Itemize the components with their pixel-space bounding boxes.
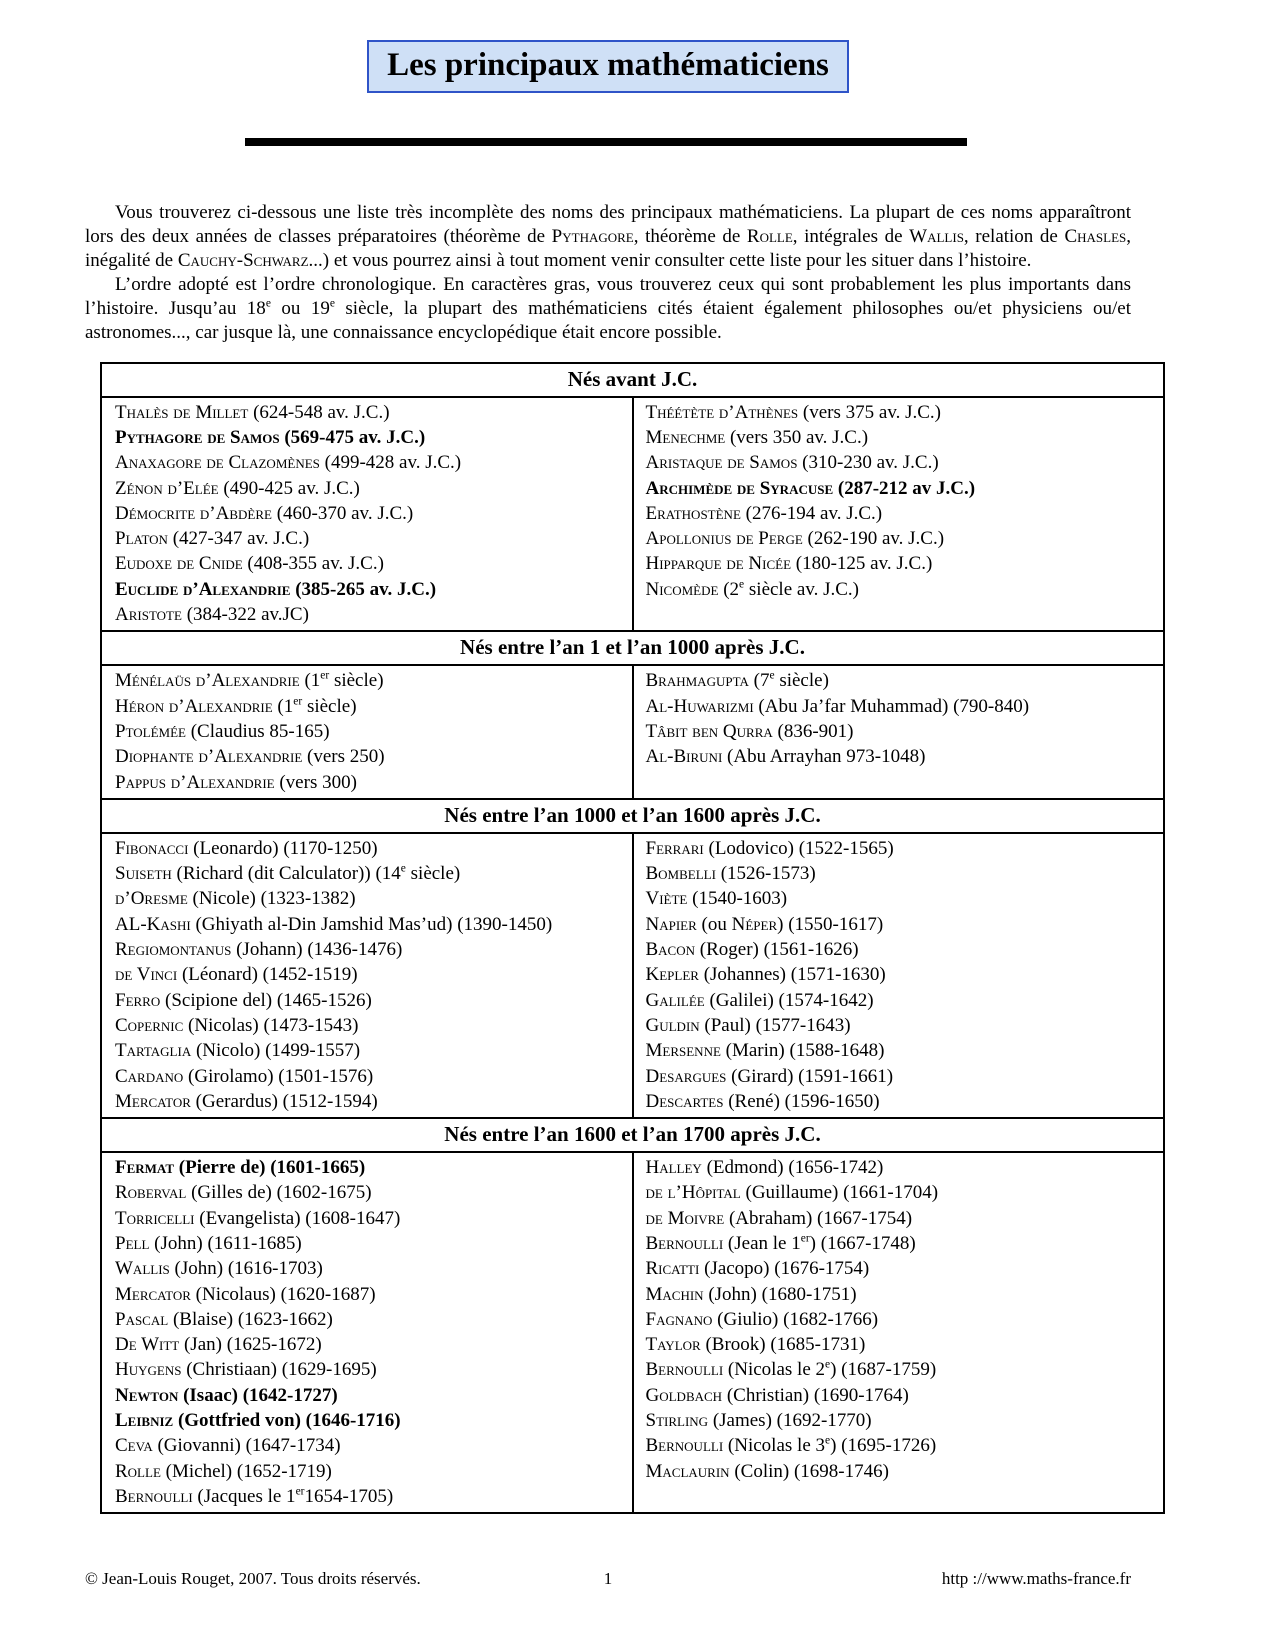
mathematician-entry — [634, 1332, 1164, 1357]
mathematician-dates: (Abu Ja’far Muhammad) (790-840) — [753, 695, 1030, 717]
mathematician-name: Bernoulli — [645, 1359, 724, 1381]
mathematician-name: Héron d’Alexandrie — [115, 695, 273, 717]
intro-section — [85, 201, 1131, 344]
mathematician-dates: (Abu Arrayhan 973-1048) — [722, 746, 926, 768]
mathematician-dates: (180-125 av. J.C.) — [791, 553, 933, 575]
mathematician-name: Tâbit ben Qurra — [645, 720, 773, 742]
mathematician-dates: (Nicolas le 3e) (1695-1726) — [723, 1435, 937, 1457]
mathematician-dates: (1526-1573) — [715, 863, 816, 885]
mathematician-name: Pythagore de Samos — [115, 426, 280, 448]
mathematician-entry — [634, 1013, 1164, 1038]
mathematician-name: Bernoulli — [115, 1485, 193, 1507]
section-2-left-column — [101, 665, 633, 798]
mathematician-dates: (7e siècle) — [748, 670, 829, 692]
mathematician-dates: (Giovanni) (1647-1734) — [152, 1435, 341, 1457]
mathematician-name: Euclide d’Alexandrie — [115, 578, 291, 600]
mathematician-name: de Vinci — [115, 964, 178, 986]
mathematician-entry — [102, 1307, 632, 1332]
mathematician-entry — [634, 988, 1164, 1013]
mathematician-name: Brahmagupta — [645, 670, 749, 692]
mathematician-name: Viète — [645, 888, 688, 910]
mathematician-entry — [634, 1459, 1164, 1484]
mathematician-entry — [102, 1256, 632, 1281]
section-4-right-column — [633, 1152, 1165, 1513]
mathematician-name: Torricelli — [115, 1207, 195, 1229]
mathematician-name: Bacon — [645, 939, 696, 961]
mathematician-dates: (499-428 av. J.C.) — [319, 452, 462, 474]
mathematician-dates: (Jan) (1625-1672) — [179, 1334, 322, 1356]
mathematician-name: Desargues — [645, 1065, 727, 1087]
mathematician-name: Al-Biruni — [645, 746, 723, 768]
section-4-body-row — [101, 1152, 1164, 1513]
mathematician-name: Ceva — [115, 1435, 153, 1457]
mathematician-name: De Witt — [115, 1334, 180, 1356]
mathematician-name: Ménélaüs d’Alexandrie — [115, 670, 300, 692]
mathematician-dates: (569-475 av. J.C.) — [279, 426, 426, 448]
mathematician-name: Kepler — [645, 964, 699, 986]
mathematician-dates: (Nicole) (1323-1382) — [187, 888, 356, 910]
mathematician-dates: (Evangelista) (1608-1647) — [194, 1207, 401, 1229]
mathematician-name: Bombelli — [645, 863, 716, 885]
mathematician-name: Tartaglia — [115, 1040, 192, 1062]
mathematician-name: Maclaurin — [645, 1460, 730, 1482]
mathematician-dates: (Guillaume) (1661-1704) — [740, 1182, 939, 1204]
mathematician-entry — [102, 886, 632, 911]
mathematician-dates: (ou Néper) (1550-1617) — [696, 913, 884, 935]
mathematician-dates: (Ghiyath al-Din Jamshid Mas’ud) (1390-1450) — [190, 913, 553, 935]
mathematician-entry — [102, 836, 632, 861]
mathematician-name: d’Oresme — [115, 888, 188, 910]
mathematician-name: Ferro — [115, 989, 161, 1011]
mathematician-name: Diophante d’Alexandrie — [115, 746, 303, 768]
mathematician-name: Ptolémée — [115, 720, 186, 742]
mathematician-entry — [102, 476, 632, 501]
mathematician-dates: (John) (1680-1751) — [703, 1283, 857, 1305]
mathematician-dates: (Blaise) (1623-1662) — [168, 1308, 333, 1330]
mathematician-name: Wallis — [115, 1258, 170, 1280]
mathematician-dates: (Jacques le 1er1654-1705) — [192, 1485, 394, 1507]
page-content — [85, 0, 1131, 1588]
mathematician-dates: (1er siècle) — [299, 670, 384, 692]
mathematician-dates: (Nicolas le 2e) (1687-1759) — [723, 1359, 937, 1381]
mathematician-name: de l’Hôpital — [645, 1182, 741, 1204]
mathematician-dates: (vers 375 av. J.C.) — [798, 401, 941, 423]
mathematician-dates: (Scipione del) (1465-1526) — [160, 989, 372, 1011]
mathematician-dates: (2e siècle av. J.C.) — [718, 578, 859, 600]
mathematician-name: Platon — [115, 528, 168, 550]
mathematician-name: Al-Huwarizmi — [645, 695, 754, 717]
mathematician-name: Newton — [115, 1384, 179, 1406]
mathematician-dates: (Pierre de) (1601-1665) — [174, 1157, 366, 1179]
mathematician-name: Mercator — [115, 1283, 191, 1305]
mathematician-dates: (Giulio) (1682-1766) — [712, 1308, 879, 1330]
mathematician-entry — [102, 1459, 632, 1484]
mathematician-name: Bernoulli — [645, 1435, 724, 1457]
mathematician-name: AL-Kashi — [115, 913, 191, 935]
intro-paragraph-1: Vous trouverez ci-dessous une liste très incomplète des noms des principaux mathématiciens. La plupart de ces noms apparaîtront lors des deux années de classes préparatoires (théorème de Pythagore, théorème de Rolle, intégrales de Wallis, relation de Chasles, inégalité de Cauchy-Schwarz...) et vous pourrez ainsi à tout moment venir consulter cette liste pour les situer dans l’histoire. — [85, 202, 1131, 272]
mathematician-dates: (Leonardo) (1170-1250) — [188, 837, 378, 859]
mathematician-entry — [634, 937, 1164, 962]
mathematician-dates: (Christiaan) (1629-1695) — [181, 1359, 377, 1381]
section-4-header-row — [101, 1118, 1164, 1152]
mathematician-entry — [102, 526, 632, 551]
section-3-left-column — [101, 833, 633, 1118]
mathematician-name: Nicomède — [645, 578, 719, 600]
mathematician-name: Erathostène — [645, 502, 741, 524]
mathematician-entry — [634, 861, 1164, 886]
mathematician-name: Ferrari — [645, 837, 704, 859]
mathematician-entry — [634, 1433, 1164, 1458]
page-title: Les principaux mathématiciens — [367, 40, 849, 93]
mathematician-entry — [634, 1231, 1164, 1256]
mathematician-dates: (624-548 av. J.C.) — [248, 401, 390, 423]
mathematician-entry — [102, 912, 632, 937]
mathematician-dates: (310-230 av. J.C.) — [797, 452, 939, 474]
mathematician-entry — [634, 1383, 1164, 1408]
mathematician-name: Regiomontanus — [115, 939, 232, 961]
mathematician-name: Mersenne — [645, 1040, 721, 1062]
section-2-title: Nés entre l’an 1 et l’an 1000 après J.C. — [101, 631, 1164, 665]
mathematician-dates: (287-212 av J.C.) — [833, 477, 976, 499]
mathematician-entry — [634, 1256, 1164, 1281]
mathematician-entry — [102, 501, 632, 526]
mathematician-name: Fermat — [115, 1157, 175, 1179]
section-1-left-column — [101, 397, 633, 632]
footer-page-number: 1 — [603, 1569, 613, 1588]
mathematician-dates: (Lodovico) (1522-1565) — [703, 837, 894, 859]
mathematician-dates: (460-370 av. J.C.) — [271, 502, 414, 524]
mathematician-entry — [634, 1155, 1164, 1180]
intro-paragraph-2: L’ordre adopté est l’ordre chronologique. En caractères gras, vous trouverez ceux qui sont probablement les plus importants dans l’histoire. Jusqu’au 18e ou 19e siècle, la plupart des mathématiciens cités étaient également philosophes ou/et physiciens ou/et astronomes..., car jusque là, une connaissance encyclopédique était encore possible. — [85, 273, 1131, 343]
section-3-body-row — [101, 833, 1164, 1118]
mathematician-entry — [102, 1357, 632, 1382]
mathematician-name: Descartes — [645, 1090, 724, 1112]
section-1-right-column — [633, 397, 1165, 632]
mathematician-name: Bernoulli — [645, 1233, 724, 1254]
mathematician-entry — [634, 526, 1164, 551]
mathematician-entry — [634, 836, 1164, 861]
mathematician-dates: (vers 300) — [274, 771, 357, 793]
mathematician-name: Rolle — [115, 1460, 161, 1482]
mathematicians-table — [100, 362, 1165, 1515]
mathematician-name: Huygens — [115, 1359, 182, 1381]
mathematician-entry — [634, 912, 1164, 937]
mathematician-entry — [102, 1408, 632, 1433]
mathematician-dates: (John) (1616-1703) — [169, 1258, 323, 1280]
mathematician-name: Roberval — [115, 1182, 187, 1204]
mathematician-dates: (Jean le 1er) (1667-1748) — [723, 1232, 916, 1254]
mathematician-entry — [102, 1013, 632, 1038]
mathematician-dates: (384-322 av.JC) — [181, 604, 309, 626]
mathematician-name: de Moivre — [645, 1207, 725, 1229]
mathematician-dates: (Claudius 85-165) — [185, 720, 330, 742]
mathematician-name: Leibniz — [115, 1410, 174, 1432]
mathematician-entry — [634, 577, 1164, 602]
mathematician-entry — [102, 1180, 632, 1205]
mathematician-name: Ricatti — [645, 1258, 700, 1280]
mathematician-dates: (Girolamo) (1501-1576) — [183, 1065, 374, 1087]
mathematician-name: Eudoxe de Cnide — [115, 553, 243, 575]
mathematician-name: Hipparque de Nicée — [645, 553, 792, 575]
mathematician-entry — [102, 988, 632, 1013]
mathematician-entry — [634, 1180, 1164, 1205]
mathematician-dates: (262-190 av. J.C.) — [802, 528, 945, 550]
mathematician-entry — [102, 937, 632, 962]
mathematician-dates: (Isaac) (1642-1727) — [178, 1384, 338, 1406]
mathematician-entry — [634, 476, 1164, 501]
mathematician-entry — [634, 1064, 1164, 1089]
mathematician-entry — [634, 1307, 1164, 1332]
mathematician-name: Napier — [645, 913, 697, 935]
section-2-header-row — [101, 631, 1164, 665]
mathematician-entry — [634, 962, 1164, 987]
mathematician-entry — [102, 602, 632, 627]
mathematician-entry — [634, 694, 1164, 719]
mathematician-dates: (Roger) (1561-1626) — [695, 939, 859, 961]
mathematician-dates: (1er siècle) — [272, 695, 357, 717]
mathematician-entry — [634, 450, 1164, 475]
mathematician-dates: (Léonard) (1452-1519) — [177, 964, 358, 986]
mathematician-entry — [102, 1206, 632, 1231]
section-2-body-row — [101, 665, 1164, 798]
mathematician-entry — [634, 886, 1164, 911]
mathematician-entry — [102, 1038, 632, 1063]
mathematician-dates: (Gottfried von) (1646-1716) — [173, 1410, 401, 1432]
mathematician-dates: (Christian) (1690-1764) — [722, 1384, 909, 1406]
mathematician-entry — [634, 1282, 1164, 1307]
mathematician-entry — [102, 861, 632, 886]
mathematician-entry — [634, 425, 1164, 450]
mathematician-name: Fagnano — [645, 1308, 713, 1330]
mathematician-entry — [102, 1383, 632, 1408]
mathematician-dates: (Abraham) (1667-1754) — [724, 1207, 913, 1229]
section-2-right-column — [633, 665, 1165, 798]
mathematician-dates: (Paul) (1577-1643) — [699, 1014, 851, 1036]
footer-copyright: © Jean-Louis Rouget, 2007. Tous droits réservés. — [85, 1569, 421, 1588]
mathematician-entry — [102, 1282, 632, 1307]
mathematician-name: Apollonius de Perge — [645, 528, 803, 550]
section-1-title: Nés avant J.C. — [101, 363, 1164, 397]
mathematician-name: Anaxagore de Clazomènes — [115, 452, 320, 474]
mathematician-dates: (490-425 av. J.C.) — [218, 477, 360, 499]
mathematician-name: Suiseth — [115, 863, 172, 885]
mathematician-dates: (276-194 av. J.C.) — [740, 502, 883, 524]
mathematician-entry — [634, 1038, 1164, 1063]
mathematician-entry — [102, 719, 632, 744]
mathematician-name: Stirling — [645, 1410, 709, 1432]
mathematician-entry — [102, 1155, 632, 1180]
section-3-header-row — [101, 799, 1164, 833]
mathematician-entry — [102, 400, 632, 425]
mathematician-entry — [102, 450, 632, 475]
mathematician-dates: (James) (1692-1770) — [708, 1410, 872, 1432]
mathematician-entry — [102, 425, 632, 450]
mathematician-dates: (385-265 av. J.C.) — [290, 578, 437, 600]
mathematician-name: Zénon d’Elée — [115, 477, 219, 499]
mathematician-entry — [634, 1408, 1164, 1433]
mathematician-name: Taylor — [645, 1334, 701, 1356]
horizontal-rule — [245, 138, 967, 146]
mathematician-entry — [102, 1231, 632, 1256]
mathematician-entry — [634, 551, 1164, 576]
mathematician-name: Démocrite d’Abdère — [115, 502, 272, 524]
section-1-header-row — [101, 363, 1164, 397]
mathematician-entry — [634, 1357, 1164, 1382]
mathematician-dates: (Galilei) (1574-1642) — [704, 989, 874, 1011]
mathematician-dates: (Michel) (1652-1719) — [160, 1460, 332, 1482]
mathematician-name: Pell — [115, 1233, 150, 1254]
mathematician-dates: (Johann) (1436-1476) — [231, 939, 403, 961]
section-3-right-column — [633, 833, 1165, 1118]
mathematician-name: Aristote — [115, 604, 182, 626]
mathematician-entry — [634, 719, 1164, 744]
mathematician-dates: (1540-1603) — [687, 888, 788, 910]
mathematician-name: Goldbach — [645, 1384, 723, 1406]
mathematician-entry — [102, 1064, 632, 1089]
section-4-title: Nés entre l’an 1600 et l’an 1700 après J.C. — [101, 1118, 1164, 1152]
mathematician-entry — [634, 501, 1164, 526]
mathematician-name: Cardano — [115, 1065, 184, 1087]
mathematician-dates: (408-355 av. J.C.) — [242, 553, 384, 575]
mathematician-entry — [102, 668, 632, 693]
mathematician-name: Thalès de Millet — [115, 401, 249, 423]
mathematician-dates: (Gilles de) (1602-1675) — [186, 1182, 372, 1204]
mathematician-dates: (Girard) (1591-1661) — [726, 1065, 894, 1087]
mathematicians-table-body — [101, 363, 1164, 1514]
mathematician-name: Pascal — [115, 1308, 169, 1330]
mathematician-dates: (Johannes) (1571-1630) — [698, 964, 886, 986]
mathematician-name: Copernic — [115, 1014, 184, 1036]
section-4-left-column — [101, 1152, 633, 1513]
section-1-body-row — [101, 397, 1164, 632]
mathematician-name: Guldin — [645, 1014, 700, 1036]
mathematician-name: Galilée — [645, 989, 705, 1011]
mathematician-entry — [102, 1332, 632, 1357]
mathematician-entry — [634, 668, 1164, 693]
mathematician-dates: (Jacopo) (1676-1754) — [699, 1258, 870, 1280]
mathematician-entry — [102, 962, 632, 987]
section-3-title: Nés entre l’an 1000 et l’an 1600 après J.C. — [101, 799, 1164, 833]
mathematician-dates: (vers 350 av. J.C.) — [725, 426, 869, 448]
mathematician-dates: (John) (1611-1685) — [149, 1233, 302, 1254]
mathematician-dates: (Gerardus) (1512-1594) — [190, 1090, 378, 1112]
mathematician-entry — [102, 1089, 632, 1114]
mathematician-entry — [102, 1433, 632, 1458]
mathematician-name: Aristaque de Samos — [645, 452, 798, 474]
mathematician-entry — [102, 577, 632, 602]
mathematician-dates: (Nicolas) (1473-1543) — [183, 1014, 359, 1036]
mathematician-name: Machin — [645, 1283, 704, 1305]
mathematician-name: Halley — [645, 1157, 702, 1179]
mathematician-dates: (Edmond) (1656-1742) — [701, 1157, 884, 1179]
mathematician-dates: (836-901) — [772, 720, 854, 742]
mathematician-dates: (René) (1596-1650) — [723, 1090, 880, 1112]
mathematician-name: Menechme — [645, 426, 726, 448]
mathematician-entry — [102, 744, 632, 769]
mathematician-dates: (Marin) (1588-1648) — [720, 1040, 885, 1062]
mathematician-entry — [102, 770, 632, 795]
title-row — [85, 0, 1131, 93]
mathematician-entry — [634, 1089, 1164, 1114]
mathematician-entry — [634, 400, 1164, 425]
mathematician-dates: (Richard (dit Calculator)) (14e siècle) — [171, 862, 461, 885]
mathematician-name: Fibonacci — [115, 837, 189, 859]
mathematician-entry — [634, 1206, 1164, 1231]
mathematician-dates: (Colin) (1698-1746) — [729, 1460, 889, 1482]
mathematician-dates: (Nicolo) (1499-1557) — [191, 1040, 361, 1062]
footer-url: http ://www.maths-france.fr — [941, 1569, 1131, 1588]
mathematician-entry — [102, 694, 632, 719]
mathematician-name: Mercator — [115, 1090, 191, 1112]
mathematician-entry — [634, 744, 1164, 769]
mathematician-dates: (427-347 av. J.C.) — [167, 528, 310, 550]
mathematician-entry — [102, 551, 632, 576]
mathematician-dates: (Brook) (1685-1731) — [700, 1334, 866, 1356]
mathematician-dates: (vers 250) — [302, 746, 385, 768]
mathematician-dates: (Nicolaus) (1620-1687) — [190, 1283, 376, 1305]
page-footer — [85, 1568, 1131, 1589]
mathematician-name: Archimède de Syracuse — [645, 477, 834, 499]
mathematician-name: Théétète d’Athènes — [645, 401, 799, 423]
mathematician-name: Pappus d’Alexandrie — [115, 771, 275, 793]
mathematician-entry — [102, 1484, 632, 1509]
